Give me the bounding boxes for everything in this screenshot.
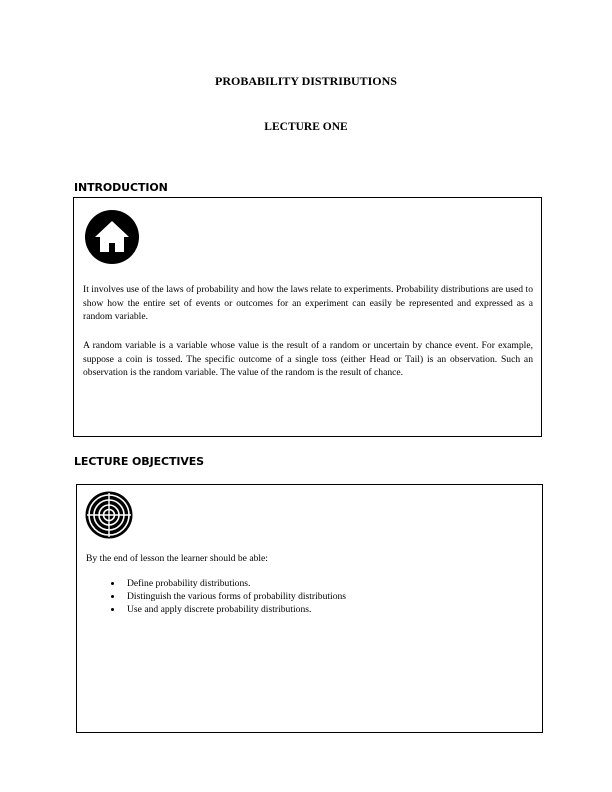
objectives-list xyxy=(99,577,346,617)
objectives-lead: By the end of lesson the learner should be able: xyxy=(86,553,268,564)
introduction-box xyxy=(73,197,542,437)
list-item: • Distinguish the various forms of probability distributions xyxy=(123,590,346,603)
target-icon xyxy=(85,491,133,539)
introduction-paragraph: It involves use of the laws of probability and how the laws relate to experiments. Probability distributions are used to show how the entire set of events or outcomes for an experiment can easily be represented and expressed as a random variable. xyxy=(83,284,533,323)
page-subtitle: LECTURE ONE xyxy=(264,121,348,133)
introduction-heading: INTRODUCTION xyxy=(74,181,168,194)
list-item: • Use and apply discrete probability distributions. xyxy=(123,603,346,616)
objectives-box xyxy=(76,484,543,733)
introduction-paragraph: A random variable is a variable whose value is the result of a random or uncertain by chance event. For example, suppose a coin is tossed. The specific outcome of a single toss (either Head or Tail) is an observation. Such an observation is the random variable. The value of the random is the result of chance. xyxy=(83,340,533,379)
objectives-heading: LECTURE OBJECTIVES xyxy=(74,455,205,468)
home-icon xyxy=(84,209,140,265)
list-item: • Define probability distributions. xyxy=(123,577,346,590)
page-title: PROBABILITY DISTRIBUTIONS xyxy=(215,74,397,88)
